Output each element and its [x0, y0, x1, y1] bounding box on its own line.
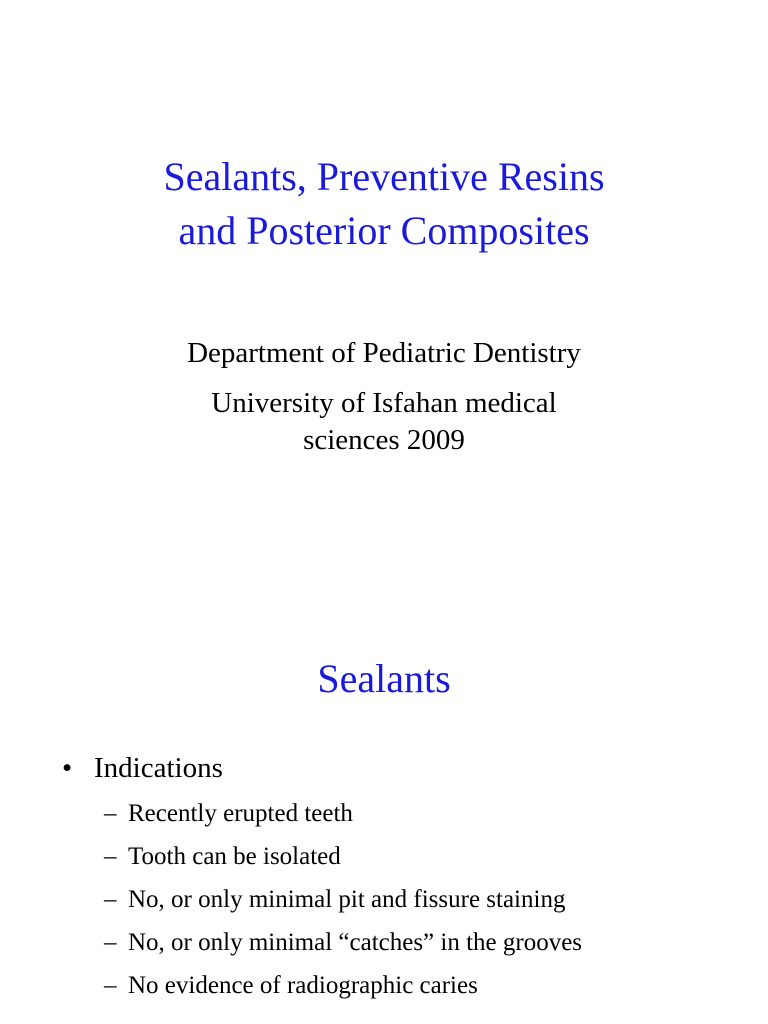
list-item	[104, 835, 582, 878]
department-line: Department of Pediatric Dentistry	[187, 337, 581, 369]
list-item-text: No, or only minimal pit and fissure staining	[128, 886, 566, 913]
bullet-indications	[62, 750, 223, 786]
dash-marker: –	[104, 972, 117, 999]
dash-marker: –	[104, 886, 117, 913]
dash-marker: –	[104, 800, 117, 827]
list-item	[104, 921, 582, 964]
section-title: Sealants	[317, 656, 451, 701]
university-line-2: sciences 2009	[303, 424, 465, 456]
slide-title-line-1: Sealants, Preventive Resins	[163, 154, 605, 199]
dash-marker: –	[104, 929, 117, 956]
list-item-text: No evidence of radiographic caries	[128, 972, 478, 999]
list-item	[104, 964, 582, 1007]
list-item-text: Recently erupted teeth	[128, 800, 353, 827]
bullet-label: Indications	[94, 752, 223, 784]
list-item	[104, 878, 582, 921]
slide-title-line-2: and Posterior Composites	[178, 208, 590, 253]
university-line-1: University of Isfahan medical	[211, 387, 557, 419]
indications-list	[104, 792, 582, 1007]
list-item	[104, 792, 582, 835]
list-item-text: No, or only minimal “catches” in the grooves	[128, 929, 583, 956]
bullet-marker: •	[62, 752, 73, 784]
sealants-slide	[0, 560, 768, 1024]
list-item-text: Tooth can be isolated	[128, 843, 341, 870]
dash-marker: –	[104, 843, 117, 870]
